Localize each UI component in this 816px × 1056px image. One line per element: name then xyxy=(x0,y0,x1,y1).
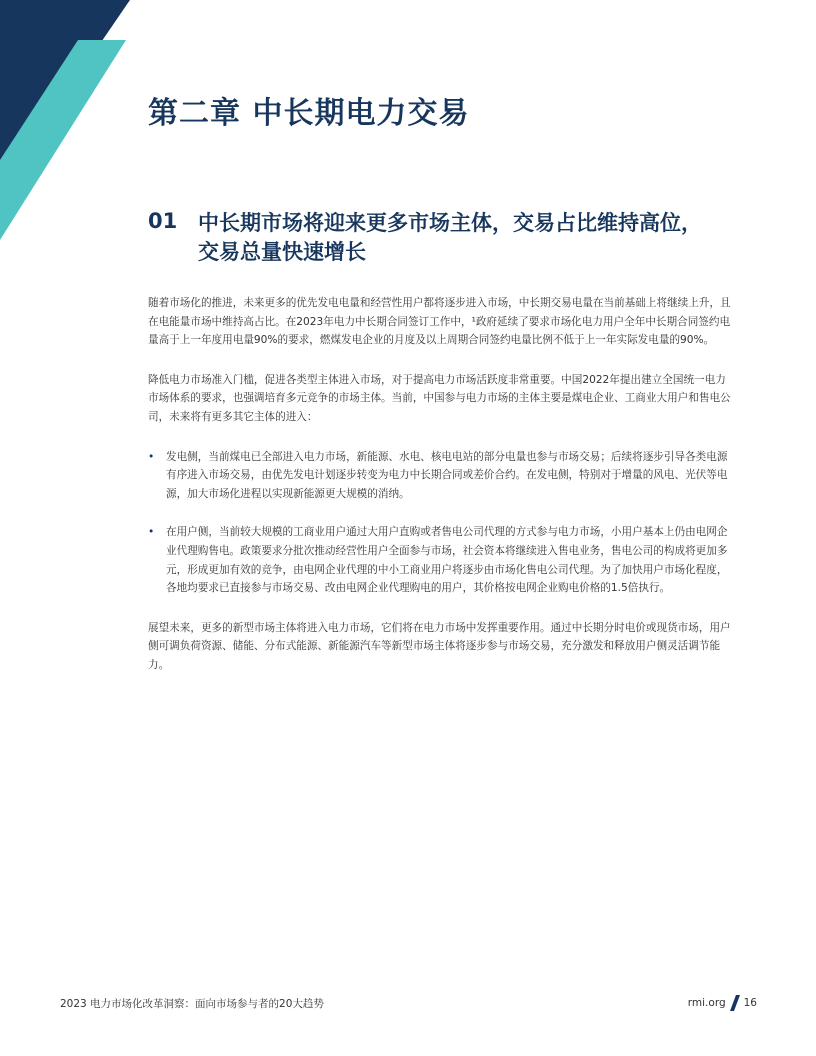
paragraph-market-trend: 随着市场化的推进，未来更多的优先发电电量和经营性用户都将逐步进入市场，中长期交易电量在当前基础上将继续上升，且在电能量市场中维持高占比。在2023年电力中长期合同签订工作中，¹政府延续了要求市场化电力用户全年中长期合同签约电量高于上一年度用电量90%的要求，燃煤发电企业的月度及以上周期合同签约电量比例不低于上一年实际发电量的90%。 xyxy=(148,297,731,347)
bullet-item-user-side xyxy=(148,523,736,597)
bullet-icon: • xyxy=(148,526,155,539)
body-text xyxy=(148,294,736,696)
slash-icon xyxy=(730,995,740,1011)
paragraph-outlook: 展望未来，更多的新型市场主体将进入电力市场，它们将在电力市场中发挥重要作用。通过中长期分时电价或现货市场，用户侧可调负荷资源、储能、分布式能源、新能源汽车等新型市场主体将逐步参与市场交易，充分激发和释放用户侧灵活调节能力。 xyxy=(148,621,731,671)
bullet-text: 发电侧，当前煤电已全部进入电力市场，新能源、水电、核电电站的部分电量也参与市场交易；后续将逐步引导各类电源有序进入市场交易，由优先发电计划逐步转变为电力中长期合同或差价合约。在发电侧，特别对于增量的风电、光伏等电源，加大市场化进程以实现新能源更大规模的消纳。 xyxy=(166,450,728,500)
footer-page-info xyxy=(688,995,757,1011)
section-number: 01 xyxy=(148,209,178,233)
bullet-icon: • xyxy=(148,450,155,463)
bullet-list xyxy=(148,448,736,598)
chapter-title: 第二章 中长期电力交易 xyxy=(148,96,470,131)
bullet-text: 在用户侧，当前较大规模的工商业用户通过大用户直购或者售电公司代理的方式参与电力市场，小用户基本上仍由电网企业代理购售电。政策要求分批次推动经营性用户全面参与市场，社会资本将继续进入售电业务，售电公司的构成将更加多元，形成更加有效的竞争，由电网企业代理的中小工商业用户将逐步由市场化售电公司代理。为了加快用户市场化程度，各地均要求已直接参与市场交易、改由电网企业代理购电的用户，其价格按电网企业购电价格的1.5倍执行。 xyxy=(166,526,728,595)
section-title-line-1: 中长期市场将迎来更多市场主体，交易占比维持高位， xyxy=(198,211,702,235)
corner-decoration xyxy=(0,0,140,250)
section-title-line-2: 交易总量快速增长 xyxy=(198,240,366,264)
bullet-item-generation-side xyxy=(148,448,736,504)
section-title xyxy=(198,209,758,267)
page-number: 16 xyxy=(743,997,757,1009)
footer-site-link[interactable]: rmi.org xyxy=(687,997,726,1009)
footer-report-title: 2023 电力市场化改革洞察：面向市场参与者的20大趋势 xyxy=(60,998,324,1010)
paragraph-market-access: 降低电力市场准入门槛，促进各类型主体进入市场，对于提高电力市场活跃度非常重要。中国2022年提出建立全国统一电力市场体系的要求，也强调培育多元竞争的市场主体。当前，中国参与电力市场的主体主要是煤电企业、工商业大用户和售电公司，未来将有更多其它主体的进入： xyxy=(148,373,731,423)
